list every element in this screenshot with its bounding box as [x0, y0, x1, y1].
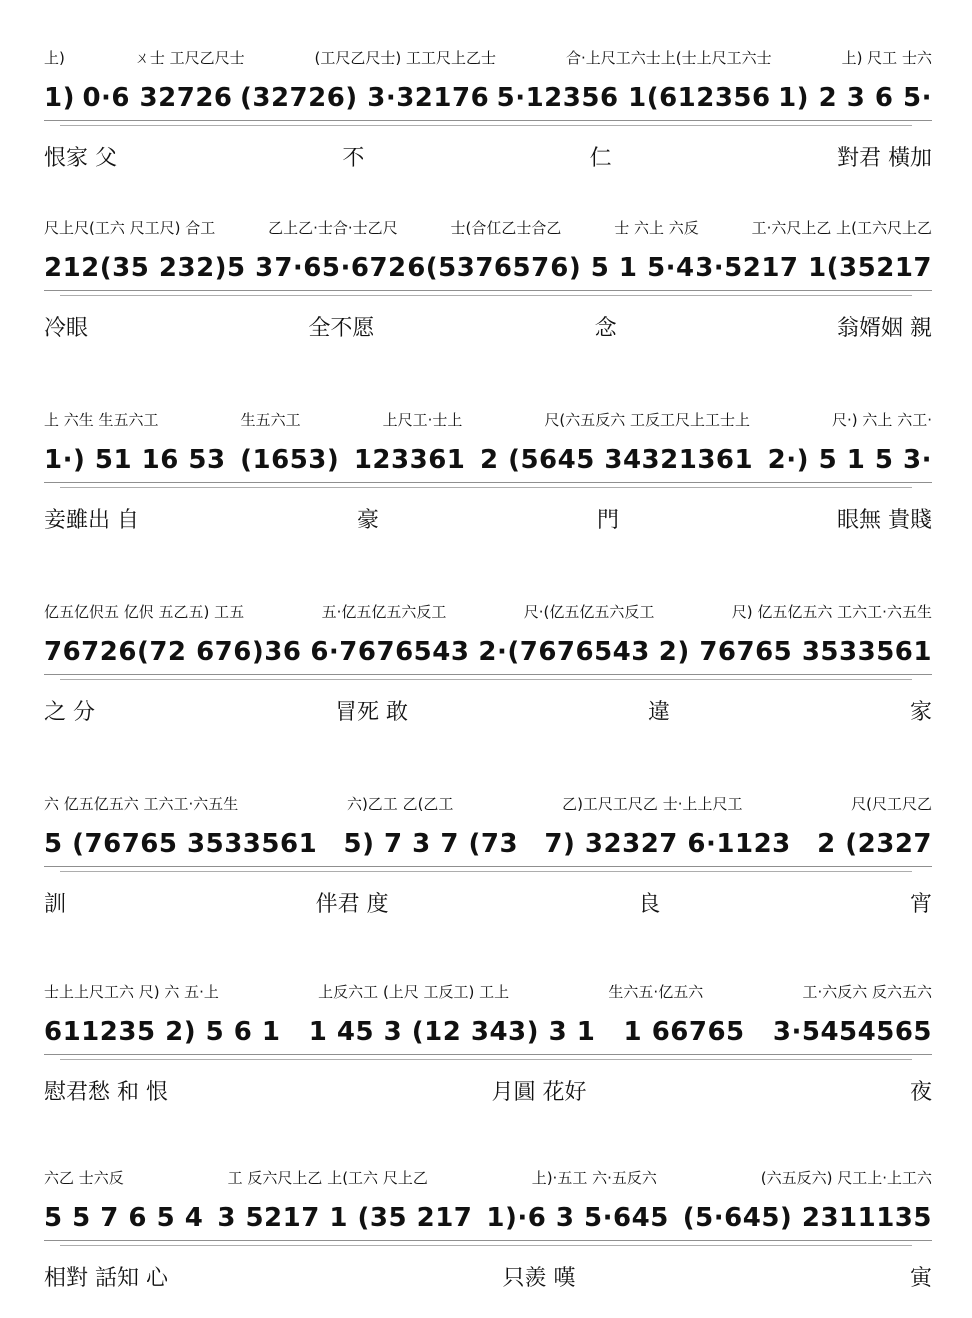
jianpu-measure: 1) — [44, 83, 75, 113]
beam-line — [44, 290, 932, 291]
gongche-segment: 工·六尺上乙 上(工六尺上乙 — [751, 219, 932, 237]
gongche-segment: 五·亿五亿五六反工 — [321, 603, 447, 621]
gongche-segment: 六乙 士六反 — [44, 1169, 124, 1187]
lyric-group: 念 — [594, 315, 617, 341]
gongche-segment: 尺上尺(工六 尺工尺) 合工 — [44, 219, 216, 237]
lyrics-line — [44, 884, 932, 920]
jianpu-measure: 5 (76765 3533561 — [44, 829, 318, 859]
jianpu-measure: 76726(72 676)36 — [44, 637, 302, 667]
jianpu-measure: 2·) 5 1 5 3· — [767, 445, 932, 475]
jianpu-measure: 3 5217 1 (35 217 — [217, 1203, 473, 1233]
jianpu-line — [44, 1198, 932, 1238]
beam-line — [60, 295, 912, 296]
gongche-segment: 尺(六五反六 工反工尺上工士上 — [544, 411, 751, 429]
gongche-segment: 工 反六尺上乙 上(工六 尺上乙 — [227, 1169, 428, 1187]
lyric-group: 只羨 嘆 — [502, 1265, 576, 1291]
gongche-segment: 乙上乙·士合·士乙尺 — [268, 219, 398, 237]
lyric-group: 訓 — [44, 891, 67, 917]
gongche-segment: 士上上尺工六 尺) 六 五·上 — [44, 983, 219, 1001]
lyric-group: 豪 — [356, 507, 379, 533]
notation-system — [0, 208, 972, 368]
jianpu-measure: 123361 — [353, 445, 466, 475]
lyric-group: 冒死 敢 — [334, 699, 408, 725]
gongche-segment: 亿五亿伬五 亿伬 五乙五) 工五 — [44, 603, 245, 621]
gongche-segment: 上) 尺工 士六 — [841, 49, 932, 67]
gongche-line — [44, 38, 932, 68]
lyrics-line — [44, 138, 932, 174]
lyric-group: 宵 — [909, 891, 932, 917]
gongche-segment: 乙)工尺工尺乙 士·上上尺工 — [562, 795, 743, 813]
notation-system — [0, 1158, 972, 1318]
beam-line — [44, 120, 932, 121]
gongche-segment: 上尺工·士上 — [382, 411, 463, 429]
beam-line — [60, 871, 912, 872]
gongche-line — [44, 592, 932, 622]
jianpu-measure: 2·(7676543 — [478, 637, 650, 667]
gongche-segment: 尺·) 六上 六工· — [832, 411, 932, 429]
beam-line — [60, 487, 912, 488]
gongche-segment: 生六五·亿五六 — [608, 983, 704, 1001]
lyric-group: 翁婿姻 親 — [836, 315, 932, 341]
jianpu-measure: 0·6 32726 — [82, 83, 233, 113]
lyric-group: 良 — [638, 891, 661, 917]
gongche-segment: 士(合仜乙士合乙 — [450, 219, 562, 237]
lyric-group: 之 分 — [44, 699, 95, 725]
lyric-group: 對君 橫加 — [836, 145, 932, 171]
jianpu-measure: 5) 7 3 7 (73 — [343, 829, 519, 859]
jianpu-measure: 611235 2) 5 6 1 — [44, 1017, 281, 1047]
lyrics-line — [44, 500, 932, 536]
jianpu-measure: 212(35 232)5 3 — [44, 253, 274, 283]
notation-system — [0, 400, 972, 560]
lyric-group: 不 — [342, 145, 365, 171]
lyric-group: 門 — [596, 507, 619, 533]
gongche-line — [44, 208, 932, 238]
jianpu-line — [44, 824, 932, 864]
gongche-line — [44, 784, 932, 814]
gongche-segment: ㄨ士 工尺乙尺士 — [134, 49, 245, 67]
lyric-group: 恨家 父 — [44, 145, 117, 171]
jianpu-line — [44, 248, 932, 288]
lyric-group: 夜 — [909, 1079, 932, 1105]
jianpu-measure: 3·5217 1(35217 — [695, 253, 932, 283]
gongche-segment: 合·上尺工六士上(士上尺工六士 — [565, 49, 772, 67]
jianpu-measure: 1·) 51 16 53 — [44, 445, 226, 475]
lyric-group: 眼無 貴賤 — [836, 507, 932, 533]
jianpu-measure: 7·65·672 — [274, 253, 407, 283]
beam-line — [60, 125, 912, 126]
jianpu-line — [44, 440, 932, 480]
jianpu-measure: 2 (2327 — [817, 829, 932, 859]
gongche-line — [44, 1158, 932, 1188]
jianpu-measure: (32726) 3·32176 — [239, 83, 490, 113]
jianpu-line — [44, 632, 932, 672]
lyrics-line — [44, 1072, 932, 1108]
gongche-segment: 尺·(亿五亿五六反工 — [523, 603, 655, 621]
jianpu-measure: 3·5454565 — [772, 1017, 932, 1047]
notation-system — [0, 38, 972, 198]
jianpu-measure: 7) 32327 6·1123 — [544, 829, 791, 859]
gongche-segment: 上)·五工 六·五反六 — [531, 1169, 657, 1187]
lyric-group: 冷眼 — [44, 315, 89, 341]
notation-system — [0, 972, 972, 1132]
jianpu-measure: 1 66765 — [623, 1017, 745, 1047]
jianpu-measure: 6) 5 1 5·4 — [550, 253, 695, 283]
notation-system — [0, 592, 972, 752]
gongche-segment: 士 六上 六反 — [614, 219, 699, 237]
jianpu-line — [44, 78, 932, 118]
lyrics-line — [44, 1258, 932, 1294]
beam-line — [60, 679, 912, 680]
gongche-segment: 上) — [44, 49, 65, 67]
beam-line — [44, 482, 932, 483]
lyric-group: 寅 — [909, 1265, 932, 1291]
jianpu-measure: 1 45 3 (12 343) 3 1 — [308, 1017, 596, 1047]
lyric-group: 慰君愁 和 恨 — [44, 1079, 168, 1105]
jianpu-measure: 1)·6 3 5·645 — [486, 1203, 669, 1233]
beam-line — [44, 866, 932, 867]
beam-line — [60, 1059, 912, 1060]
beam-line — [44, 674, 932, 675]
lyric-group: 相對 話知 心 — [44, 1265, 168, 1291]
beam-line — [60, 1245, 912, 1246]
gongche-segment: 工·六反六 反六五六 — [802, 983, 932, 1001]
gongche-segment: 尺(尺工尺乙 — [851, 795, 932, 813]
jianpu-measure: 1) 2 3 6 5· — [778, 83, 932, 113]
jianpu-measure: 5·12356 1(612356 — [496, 83, 771, 113]
jianpu-measure: (1653) — [240, 445, 340, 475]
jianpu-measure: 6(537657 — [407, 253, 550, 283]
notation-system — [0, 784, 972, 944]
lyric-group: 家 — [909, 699, 932, 725]
beam-line — [44, 1240, 932, 1241]
lyric-group: 妾雖出 自 — [44, 507, 139, 533]
jianpu-line — [44, 1012, 932, 1052]
lyric-group: 仁 — [589, 145, 612, 171]
lyric-group: 違 — [647, 699, 670, 725]
gongche-segment: 尺) 亿五亿五六 工六工·六五生 — [731, 603, 932, 621]
beam-line — [44, 1054, 932, 1055]
jianpu-measure: 2 (5645 34321361 — [479, 445, 754, 475]
gongche-line — [44, 972, 932, 1002]
page-bottom-cut — [0, 1300, 972, 1317]
gongche-segment: 上反六工 (上尺 工反工) 工上 — [318, 983, 510, 1001]
gongche-segment: 上 六生 生五六工 — [44, 411, 159, 429]
jianpu-measure: 6·7676543 — [310, 637, 470, 667]
jianpu-measure: 5 5 7 6 5 4 — [44, 1203, 204, 1233]
jianpu-measure: (5·645) 2311135 — [682, 1203, 932, 1233]
gongche-segment: (工尺乙尺士) 工工尺上乙士 — [314, 49, 497, 67]
lyrics-line — [44, 308, 932, 344]
lyric-group: 伴君 度 — [315, 891, 389, 917]
lyrics-line — [44, 692, 932, 728]
lyric-group: 全不愿 — [308, 315, 375, 341]
gongche-segment: 生五六工 — [240, 411, 301, 429]
gongche-segment: 六 亿五亿五六 工六工·六五生 — [44, 795, 239, 813]
jianpu-measure: 2) 76765 3533561 — [658, 637, 932, 667]
gongche-line — [44, 400, 932, 430]
gongche-segment: (六五反六) 尺工上·上工六 — [760, 1169, 932, 1187]
lyric-group: 月圓 花好 — [491, 1079, 587, 1105]
gongche-segment: 六)乙工 乙(乙工 — [346, 795, 454, 813]
